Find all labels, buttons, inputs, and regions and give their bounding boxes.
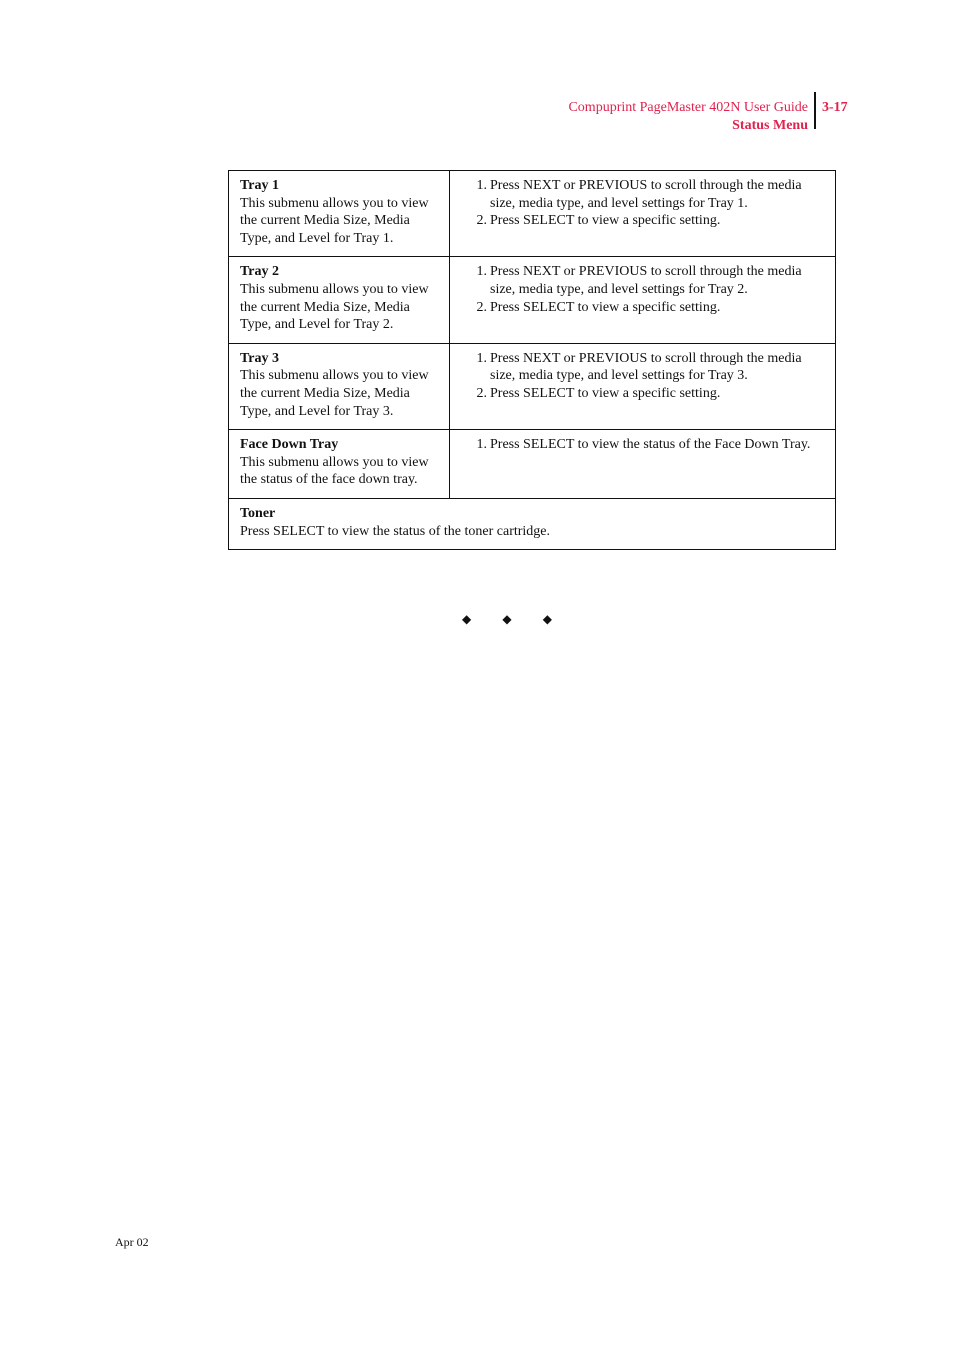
step-text: Press NEXT or PREVIOUS to scroll through the media size, media type, and level settings for Tray 2. — [490, 264, 802, 297]
step-number: 1. — [476, 437, 487, 453]
instruction-step — [477, 436, 824, 454]
instructions-cell — [450, 257, 836, 343]
header-divider — [814, 92, 816, 129]
section-end-ornament — [462, 612, 552, 627]
instruction-step — [477, 299, 824, 317]
menu-item-title: Tray 3 — [240, 350, 280, 366]
page-number: 3-17 — [822, 100, 848, 115]
menu-item-description: Press SELECT to view the status of the toner cartridge. — [240, 523, 551, 539]
toner-cell — [229, 498, 836, 549]
step-number: 1. — [476, 350, 487, 366]
diamond-icon: ◆ — [502, 612, 512, 626]
step-text: Press NEXT or PREVIOUS to scroll through the media size, media type, and level settings for Tray 1. — [490, 178, 802, 211]
menu-item-title: Tray 1 — [240, 178, 280, 193]
menu-item-title: Face Down Tray — [240, 437, 339, 453]
step-text: Press NEXT or PREVIOUS to scroll through the media size, media type, and level settings for Tray 3. — [490, 350, 802, 384]
instructions-cell — [450, 430, 836, 499]
diamond-icon: ◆ — [462, 612, 472, 626]
menu-item-description: This submenu allows you to view the current Media Size, Media Type, and Level for Tray 3. — [240, 368, 429, 419]
instruction-step — [477, 177, 824, 212]
instruction-step — [477, 385, 824, 403]
table-row-tray-3 — [229, 343, 836, 429]
instructions-cell — [450, 343, 836, 429]
instruction-list — [461, 263, 824, 316]
step-text: Press SELECT to view a specific setting. — [490, 299, 721, 315]
guide-title: Compuprint PageMaster 402N User Guide — [568, 100, 808, 115]
menu-item-cell — [229, 430, 450, 499]
menu-item-title: Toner — [240, 505, 276, 521]
step-number: 2. — [476, 299, 487, 315]
instruction-list — [461, 436, 824, 454]
table-row-tray-2 — [229, 257, 836, 343]
step-number: 2. — [476, 213, 487, 229]
menu-item-description: This submenu allows you to view the current Media Size, Media Type, and Level for Tray 2. — [240, 281, 429, 333]
step-number: 2. — [476, 385, 487, 401]
table-row-toner — [229, 498, 836, 549]
menu-item-description: This submenu allows you to view the status of the face down tray. — [240, 454, 429, 488]
instruction-step — [477, 212, 824, 230]
instruction-list — [461, 350, 824, 403]
status-menu-table — [228, 170, 836, 550]
instructions-cell — [450, 171, 836, 257]
menu-item-description: This submenu allows you to view the current Media Size, Media Type, and Level for Tray 1. — [240, 195, 429, 246]
step-text: Press SELECT to view the status of the Face Down Tray. — [490, 437, 811, 453]
running-header — [568, 99, 808, 135]
section-title: Status Menu — [732, 118, 808, 133]
menu-item-cell — [229, 171, 450, 257]
footer-date: Apr 02 — [115, 1235, 149, 1249]
step-number: 1. — [476, 178, 487, 193]
menu-item-title: Tray 2 — [240, 264, 280, 280]
step-text: Press SELECT to view a specific setting. — [490, 385, 721, 401]
instruction-step — [477, 350, 824, 385]
instruction-step — [477, 263, 824, 298]
menu-item-cell — [229, 257, 450, 343]
step-text: Press SELECT to view a specific setting. — [490, 213, 721, 229]
diamond-icon: ◆ — [542, 612, 552, 626]
menu-item-cell — [229, 343, 450, 429]
step-number: 1. — [476, 264, 487, 280]
instruction-list — [461, 177, 824, 230]
table-row-face-down-tray — [229, 430, 836, 499]
table-row-tray-1 — [229, 171, 836, 257]
